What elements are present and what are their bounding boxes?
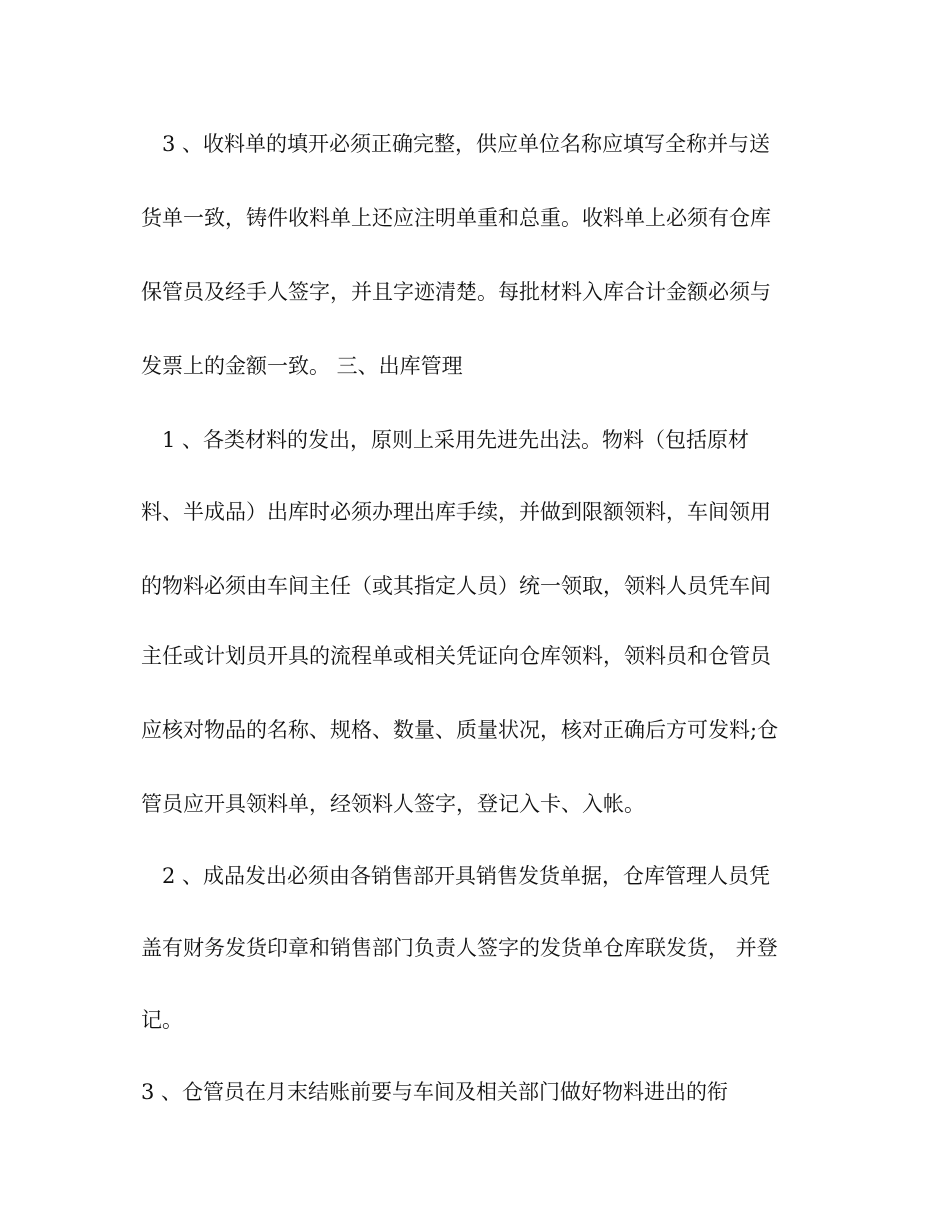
paragraph-line: 管员应开具领料单，经领料人签字，登记入卡、入帐。 xyxy=(141,792,645,816)
paragraph-line: 2 、成品发出必须由各销售部开具销售发货单据，仓库管理人员凭 xyxy=(162,864,771,888)
paragraph-line: 应核对物品的名称、规格、数量、质量状况，核对正确后方可发料;仓 xyxy=(141,718,779,742)
paragraph-line: 发票上的金额一致。 三、出库管理 xyxy=(141,354,463,378)
paragraph-line: 主任或计划员开具的流程单或相关凭证向仓库领料，领料员和仓管员 xyxy=(141,644,771,668)
paragraph-line: 料、半成品）出库时必须办理出库手续，并做到限额领料，车间领用 xyxy=(141,500,771,524)
paragraph-line: 的物料必须由车间主任（或其指定人员）统一领取，领料人员凭车间 xyxy=(141,574,771,598)
paragraph-line: 3 、仓管员在月末结账前要与车间及相关部门做好物料进出的衔 xyxy=(141,1080,729,1104)
paragraph-line: 货单一致，铸件收料单上还应注明单重和总重。收料单上必须有仓库 xyxy=(141,206,771,230)
paragraph-line: 记。 xyxy=(141,1008,183,1032)
paragraph-line: 3 、收料单的填开必须正确完整，供应单位名称应填写全称并与送 xyxy=(162,132,771,156)
paragraph-line: 保管员及经手人签字，并且字迹清楚。每批材料入库合计金额必须与 xyxy=(141,280,771,304)
paragraph-line: 盖有财务发货印章和销售部门负责人签字的发货单仓库联发货， 并登 xyxy=(141,936,778,960)
paragraph-line: 1 、各类材料的发出，原则上采用先进先出法。物料（包括原材 xyxy=(162,428,750,452)
